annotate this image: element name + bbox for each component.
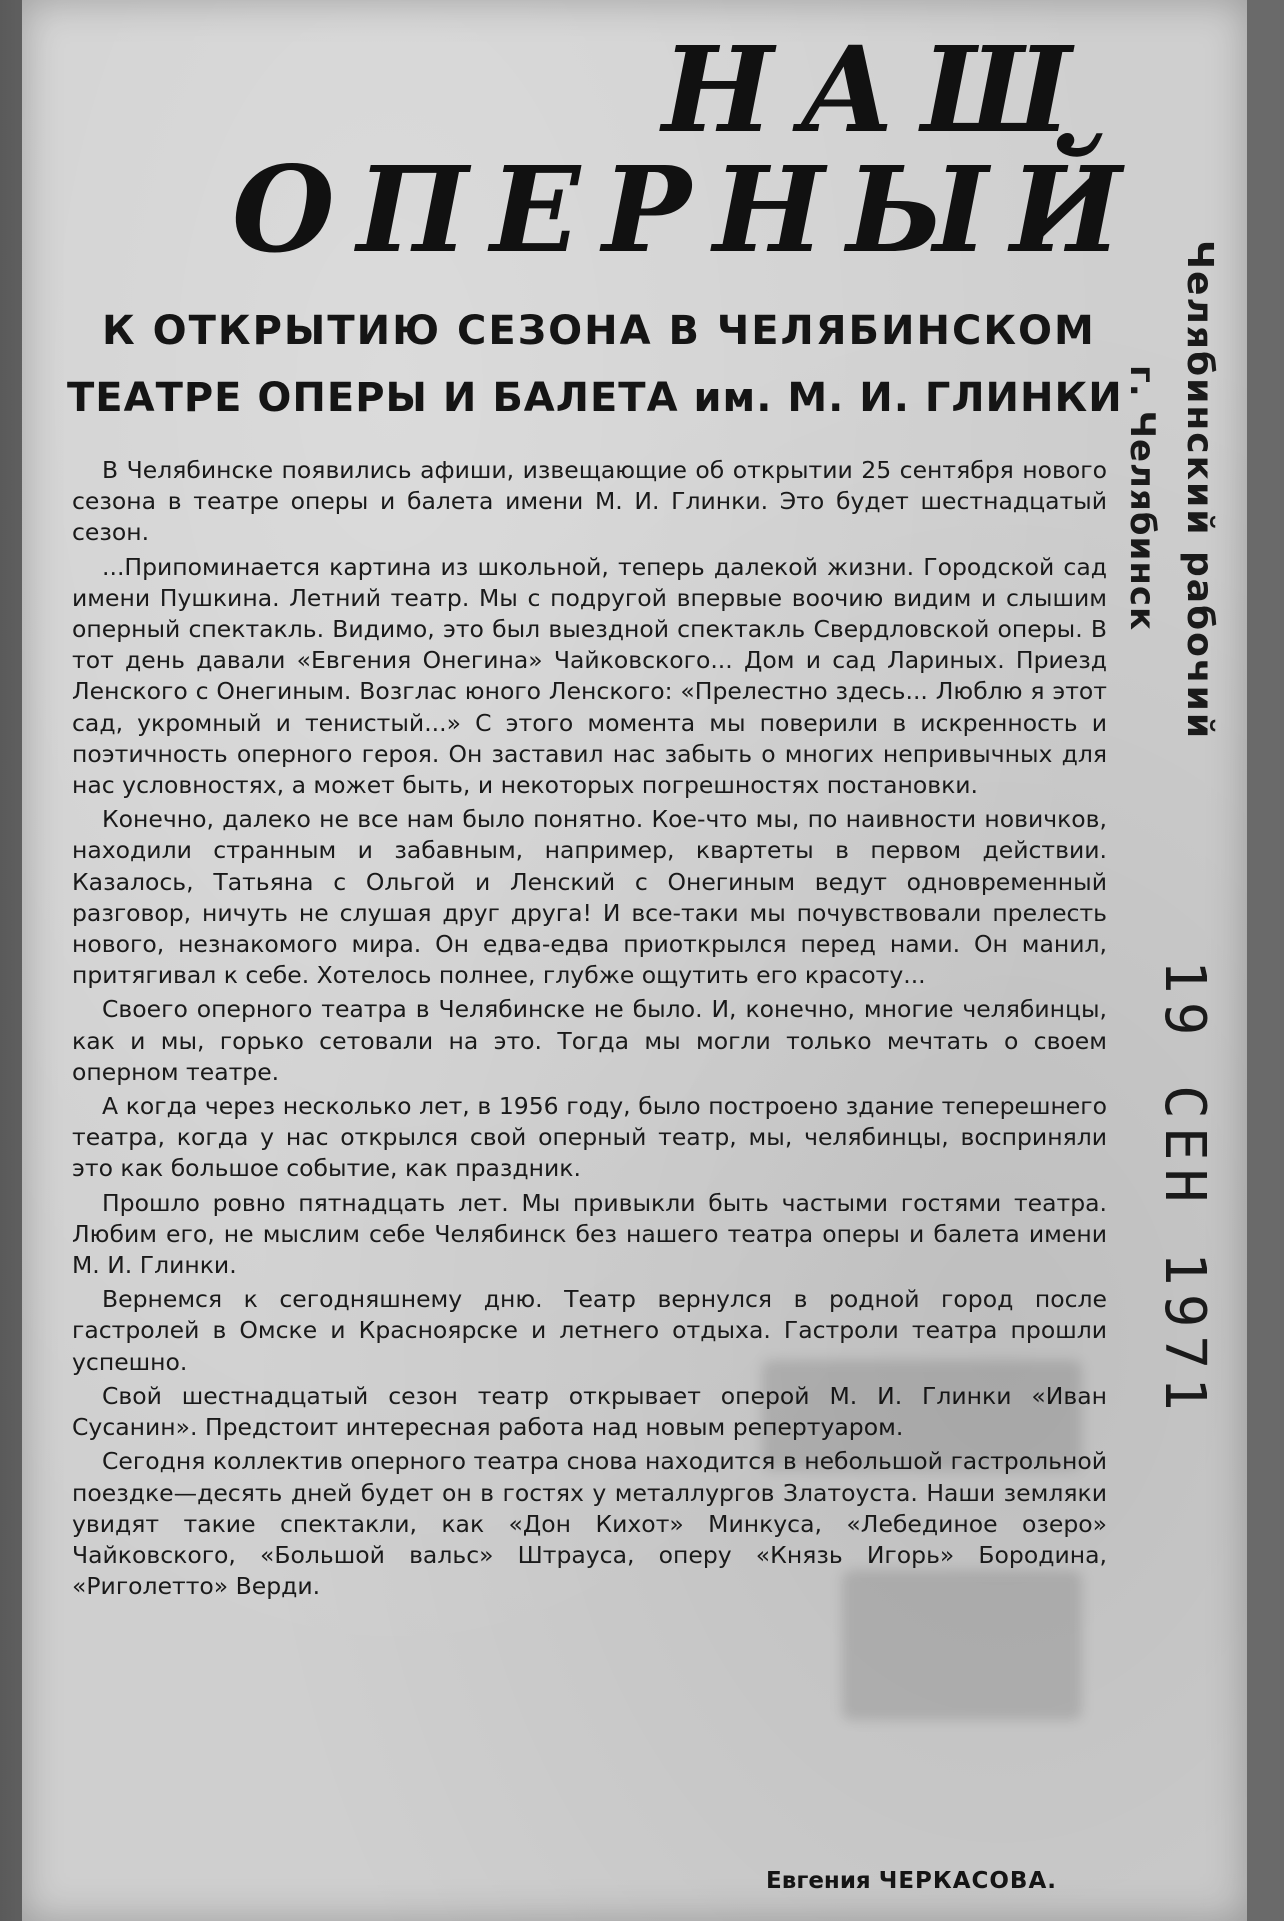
article-paragraph: А когда через несколько лет, в 1956 году, было построено здание теперешнего театра, когда у нас открылся свой оперный театр, мы, челябинцы, восприняли это как большое событие, как праздник. <box>72 1092 1107 1183</box>
author-signature <box>766 1868 1057 1894</box>
article-paragraph: Вернемся к сегодняшнему дню. Театр вернулся в родной город после гастролей в Омске и Красноярске и летнего отдыха. Гастроли театра прошли успешно. <box>72 1285 1107 1376</box>
print-smudge <box>762 1360 1082 1470</box>
article-paragraph: Сегодня коллектив оперного театра снова находится в небольшой гастрольной поездке—десять дней будет он в гостях у металлургов Златоуста. Наши земляки увидят такие спектакли, как «Дон Кихот» Минкуса, «Лебединое озеро» Чайковского, «Большой вальс» Штрауса, оперу «Князь Игорь» Бородина, «Риголетто» Верди. <box>72 1447 1107 1601</box>
article-paragraph: Свой шестнадцатый сезон театр открывает оперой М. И. Глинки «Иван Сусанин». Предстоит интересная работа над новым репертуаром. <box>72 1381 1107 1442</box>
stamp-city: г. Челябинск <box>1122 365 1162 632</box>
newspaper-clipping <box>22 0 1247 1921</box>
article-paragraph: Своего оперного театра в Челябинске не было. И, конечно, многие челябинцы, как и мы, горько сетовали на это. Тогда мы могли только мечтать о своем оперном театре. <box>72 995 1107 1086</box>
stamp-date: 19 СЕН 1971 <box>1152 960 1217 1419</box>
stamp-newspaper-name: Челябинский рабочий <box>1179 240 1220 741</box>
headline-line-2: ОПЕРНЫЙ <box>232 140 1144 279</box>
headline-line-1: НАШ <box>662 20 1098 159</box>
author-first-name: Евгения <box>766 1868 871 1894</box>
subheadline-line-1: К ОТКРЫТИЮ СЕЗОНА В ЧЕЛЯБИНСКОМ <box>102 308 1096 354</box>
print-smudge <box>842 1570 1082 1720</box>
author-last-name: ЧЕРКАСОВА. <box>878 1868 1057 1894</box>
article-paragraph: Прошло ровно пятнадцать лет. Мы привыкли быть частыми гостями театра. Любим его, не мыслим себе Челябинск без нашего театра оперы и балета имени М. И. Глинки. <box>72 1188 1107 1280</box>
article-paragraph: В Челябинске появились афиши, извещающие об открытии 25 сентября нового сезона в театре оперы и балета имени М. И. Глинки. Это будет шестнадцатый сезон. <box>72 456 1107 547</box>
article-paragraph: Конечно, далеко не все нам было понятно. Кое-что мы, по наивности новичков, находили странным и забавным, например, квартеты в первом действии. Казалось, Татьяна с Ольгой и Ленский с Онегиным ведут одновременный разговор, ничуть не слушая друг друга! И все-таки мы почувствовали прелесть нового, незнакомого мира. Он едва-едва приоткрылся перед нами. Он манил, притягивал к себе. Хотелось полнее, глубже ощутить его красоту... <box>72 805 1107 990</box>
article-paragraph: ...Припоминается картина из школьной, теперь далекой жизни. Городской сад имени Пушкина. Летний театр. Мы с подругой впервые воочию видим и слышим оперный спектакль. Видимо, это был выездной спектакль Свердловской оперы. В тот день давали «Евгения Онегина» Чайковского... Дом и сад Лариных. Приезд Ленского с Онегиным. Возглас юного Ленского: «Прелестно здесь... Люблю я этот сад, укромный и тенистый...» С этого момента мы поверили в искренность и поэтичность оперного героя. Он заставил нас забыть о многих непривычных для нас условностях, а может быть, и некоторых погрешностях постановки. <box>72 552 1107 800</box>
subheadline-line-2: ТЕАТРЕ ОПЕРЫ И БАЛЕТА им. М. И. ГЛИНКИ <box>67 375 1123 421</box>
